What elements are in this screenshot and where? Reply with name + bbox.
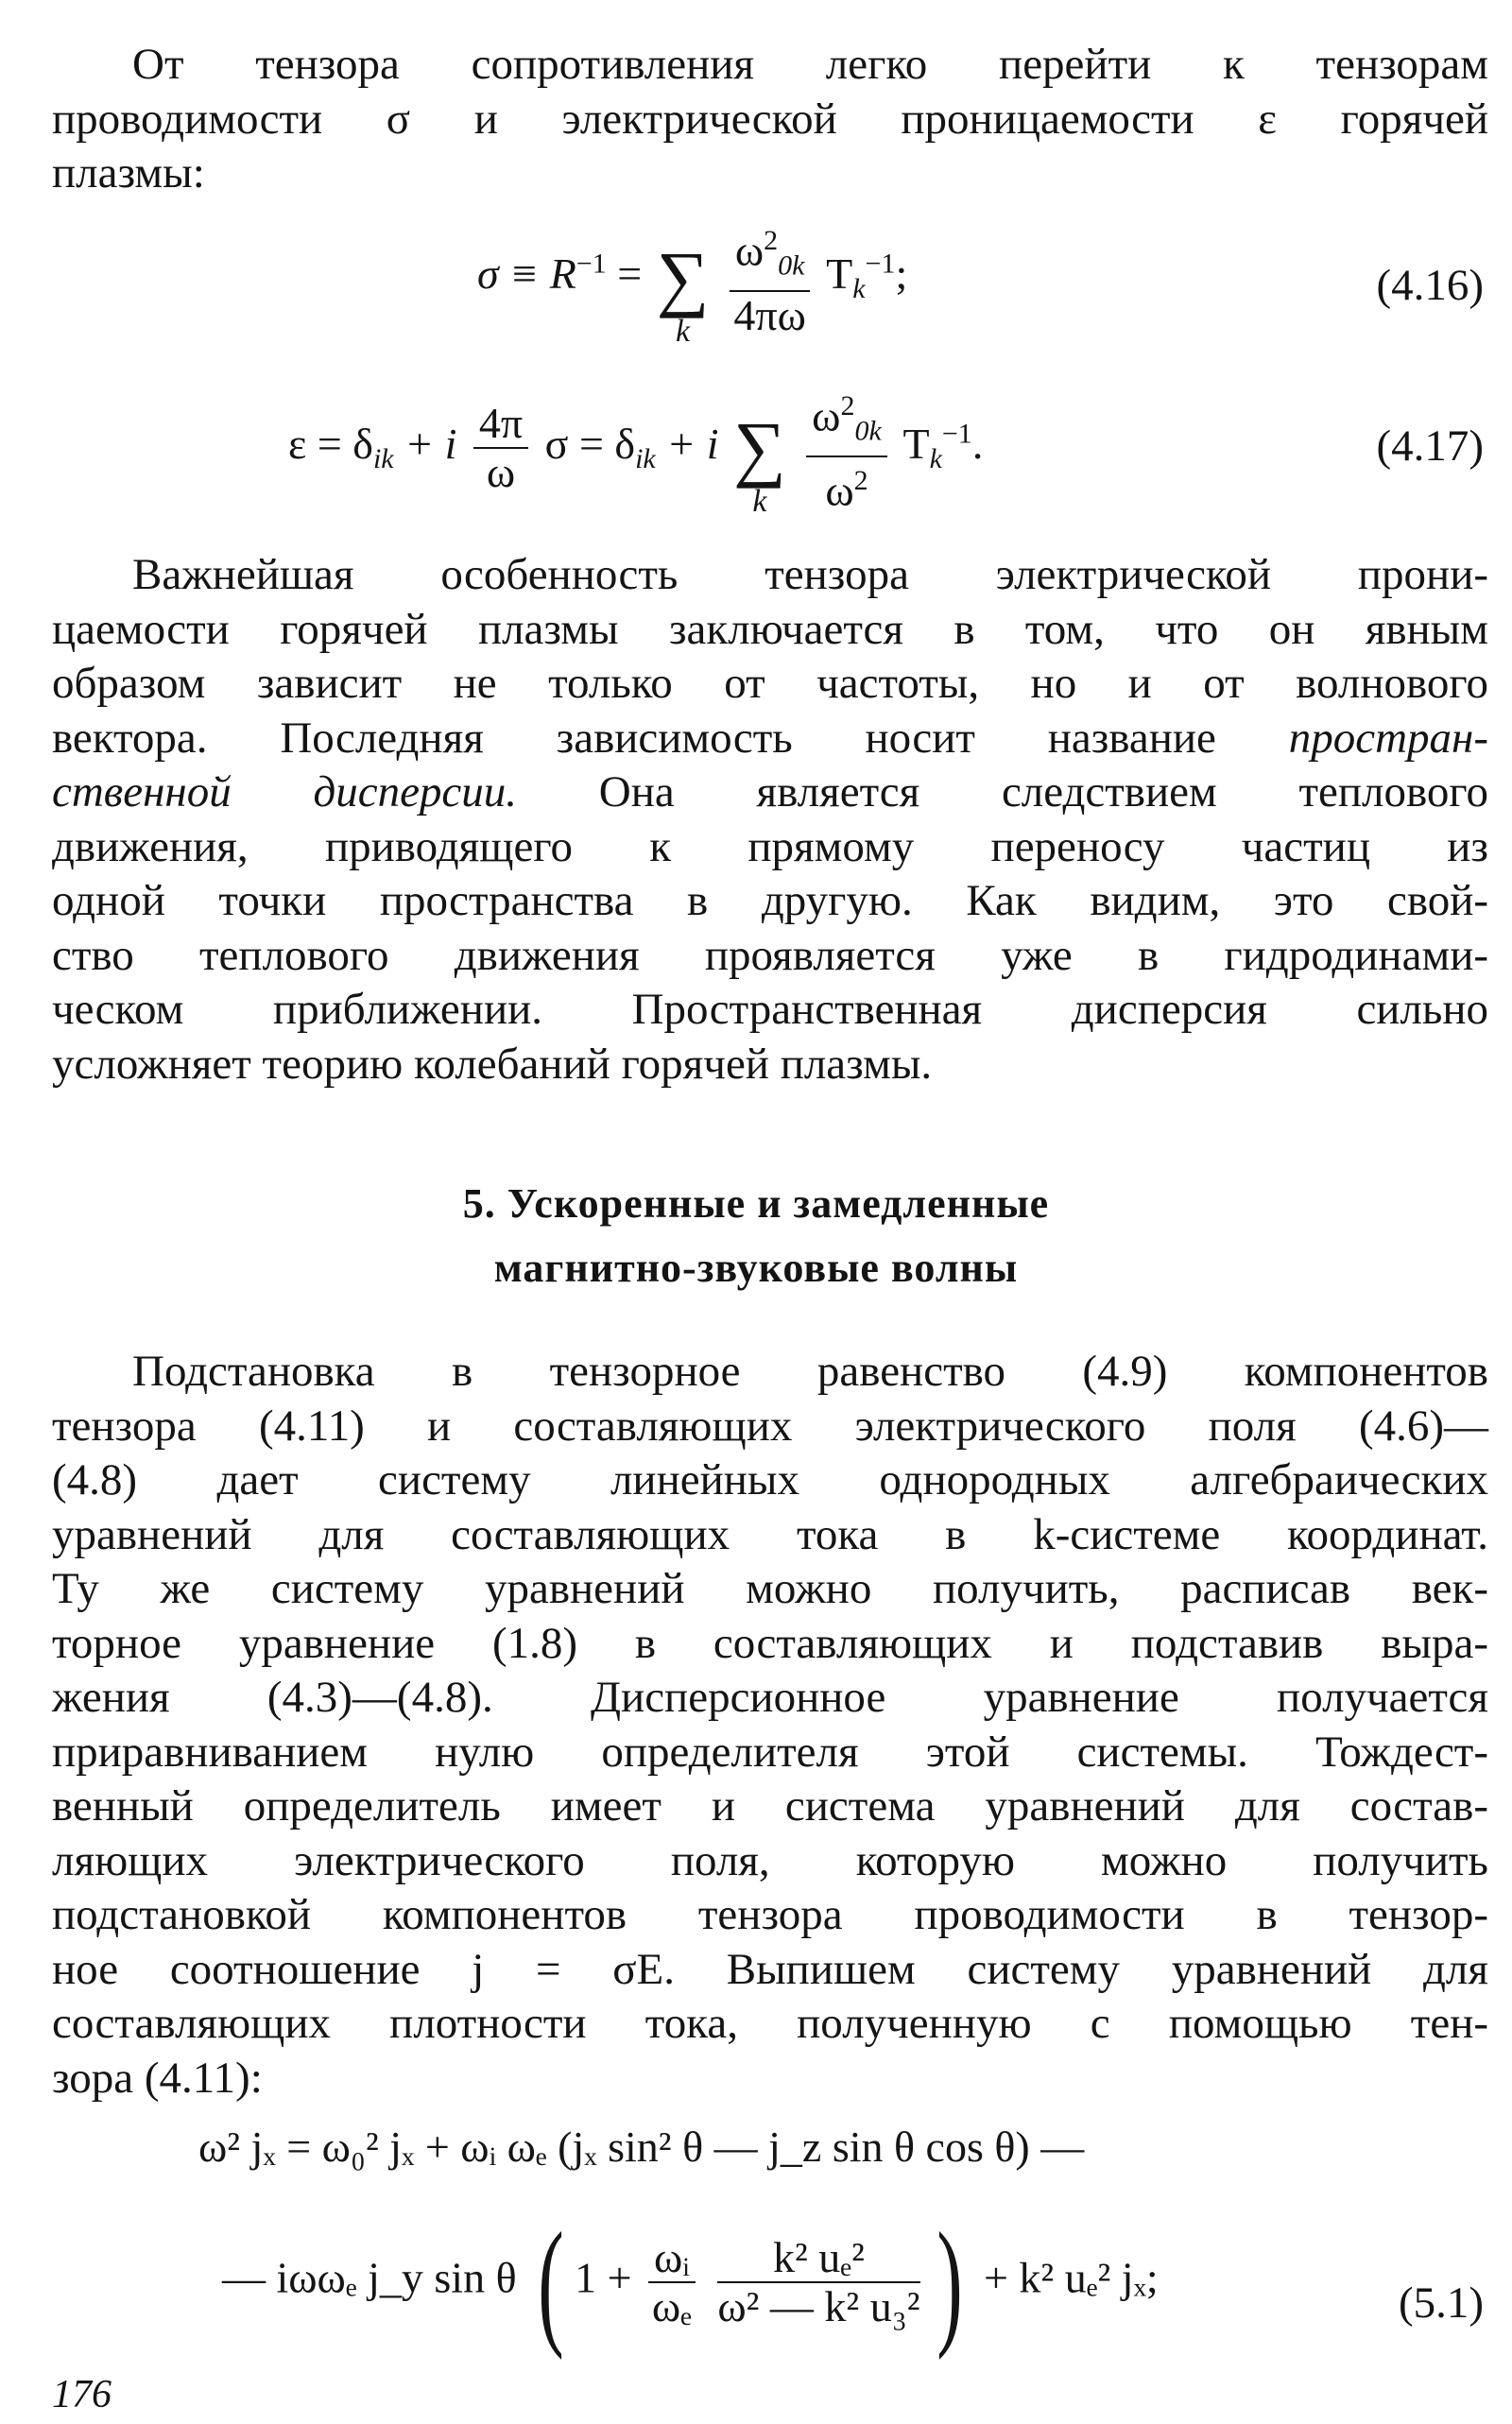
text-line: Подстановка в тензорное равенство (4.9) компонентов <box>132 1347 1488 1396</box>
text-line: составляющих плотности тока, полученную с помощью тен- <box>52 1999 1488 2048</box>
equation-number: (4.17) <box>1376 421 1484 471</box>
fraction <box>806 383 887 514</box>
text-line: тензора (4.11) и составляющих электрического поля (4.6)— <box>52 1401 1488 1451</box>
paragraph-substitution <box>52 1345 1488 2106</box>
tensor-symbol: T <box>902 419 930 468</box>
text-line: От тензора сопротивления легко перейти к тензорам <box>132 40 1488 89</box>
fraction-numerator: 4π <box>473 400 528 449</box>
equation-5-1-row-1: ω² jₓ = ω₀² jₓ + ωᵢ ωₑ (jₓ sin² θ — j_z sin θ cos θ) — <box>198 2123 1085 2171</box>
section-heading-line: магнитно-звуковые волны <box>493 1245 1019 1291</box>
text-line: (4.8) дает систему линейных однородных алгебраических <box>52 1455 1488 1504</box>
sub: 0k <box>854 415 882 447</box>
text-line: одной точки пространства в другую. Как видим, это свой- <box>52 876 1488 925</box>
equation-5-1-row-2 <box>222 2204 1159 2361</box>
text-line: ческом приближении. Пространственная дисперсия сильно <box>52 985 1488 1034</box>
equation-4-16 <box>477 217 908 350</box>
sup: −1 <box>865 248 896 280</box>
fraction-numerator: k² uₑ² <box>717 2234 919 2283</box>
fraction-denominator: 4πω <box>733 290 806 339</box>
text-span: Она является следствием теплового <box>517 767 1488 817</box>
sup: 2 <box>853 464 868 496</box>
text-line: ство теплового движения проявляется уже в гидродинами- <box>52 930 1488 980</box>
intro-paragraph <box>52 38 1488 201</box>
eq-sign: = <box>606 249 653 298</box>
plus-i: + i <box>393 419 468 468</box>
text-line <box>52 765 1488 820</box>
text-line: усложняет теорию колебаний горячей плазмы. <box>52 1039 933 1089</box>
tensor-symbol: T <box>826 249 853 298</box>
sub: k <box>852 273 866 305</box>
sup: 2 <box>840 390 855 421</box>
omega: ω <box>812 391 841 440</box>
eq-sup: −1 <box>576 248 607 280</box>
fraction-denominator: ω <box>486 448 516 497</box>
sum-index: k <box>675 314 691 350</box>
section-heading <box>0 1172 1512 1300</box>
text-line: уравнений для составляющих тока в k-системе координат. <box>52 1509 1488 1559</box>
fraction-denominator: ω² — k² u₃² <box>717 2282 920 2330</box>
fraction <box>648 2234 696 2330</box>
fraction-denominator: ωₑ <box>651 2282 692 2330</box>
right-paren: ) <box>936 2204 963 2361</box>
plus-i: + i <box>655 419 719 468</box>
text-line: движения, приводящего к прямому переносу частиц из <box>52 821 1488 871</box>
text-line: цаемости горячей плазмы заключается в том, что он явным <box>52 604 1488 654</box>
text-span: вектора. Последняя зависимость носит название <box>52 713 1289 763</box>
text-line: проводимости σ и электрической проницаемости ε горячей <box>52 94 1488 144</box>
text-line: торное уравнение (1.8) в составляющих и подставив выра- <box>52 1618 1488 1668</box>
equation-number: (5.1) <box>1398 2278 1484 2328</box>
eq-mid: σ = δ <box>544 419 636 468</box>
text-line: образом зависит не только от частоты, но и от волнового <box>52 659 1488 708</box>
fraction-numerator <box>730 217 811 292</box>
fraction-numerator <box>806 383 887 457</box>
section-heading-line: 5. Ускоренные и замедленные <box>462 1180 1050 1227</box>
text-line: подстановкой компонентов тензора проводимости в тензор- <box>52 1890 1488 1939</box>
punct: . <box>971 419 984 468</box>
fraction <box>717 2234 919 2330</box>
sup: −1 <box>941 418 972 450</box>
equation-4-17 <box>288 383 984 520</box>
paragraph-spatial-dispersion <box>52 548 1488 1092</box>
text-line: жения (4.3)—(4.8). Дисперсионное уравнение получается <box>52 1673 1488 1722</box>
text-line <box>52 712 1488 766</box>
sum-sign: ∑ k <box>733 406 786 520</box>
sup: 2 <box>764 225 779 256</box>
fraction-denominator <box>806 457 887 514</box>
italic-term: ственной дисперсии. <box>52 767 518 817</box>
sub: ik <box>635 443 656 475</box>
text-line: Ту же систему уравнений можно получить, расписав век- <box>52 1564 1488 1613</box>
fraction <box>730 217 811 339</box>
sub: k <box>929 443 942 475</box>
text-line: Важнейшая особенность тензора электрической прони- <box>132 550 1488 599</box>
sub: ik <box>372 443 394 475</box>
punct: ; <box>895 249 908 298</box>
fraction <box>473 400 528 496</box>
italic-term: простран- <box>1288 713 1488 763</box>
text-line: плазмы: <box>52 148 205 198</box>
eq-lhs: σ ≡ R <box>477 249 576 298</box>
omega: ω <box>734 226 765 275</box>
sum-sign: ∑ k <box>656 236 710 350</box>
left-paren: ( <box>538 2204 564 2361</box>
text-line: ное соотношение j = σE. Выпишем систему уравнений для <box>52 1944 1488 1994</box>
eq-term: + k² uₑ² jₓ; <box>972 2253 1159 2302</box>
page-number: 176 <box>52 2373 112 2416</box>
omega: ω <box>825 465 854 514</box>
eq-lhs: ε = δ <box>288 419 373 468</box>
fraction-numerator: ωᵢ <box>648 2234 696 2283</box>
equation-number: (4.16) <box>1376 261 1484 310</box>
eq-term: — iωωₑ j_y sin θ <box>222 2253 517 2302</box>
text-line: зора (4.11): <box>52 2053 263 2103</box>
sum-index: k <box>752 484 767 520</box>
eq-term: 1 + <box>575 2253 644 2302</box>
text-line: приравниванием нулю определителя этой системы. Тождест- <box>52 1727 1488 1777</box>
text-line: ляющих электрического поля, которую можно получить <box>52 1835 1488 1885</box>
sub: 0k <box>778 249 805 282</box>
text-line: венный определитель имеет и система уравнений для состав- <box>52 1781 1488 1831</box>
